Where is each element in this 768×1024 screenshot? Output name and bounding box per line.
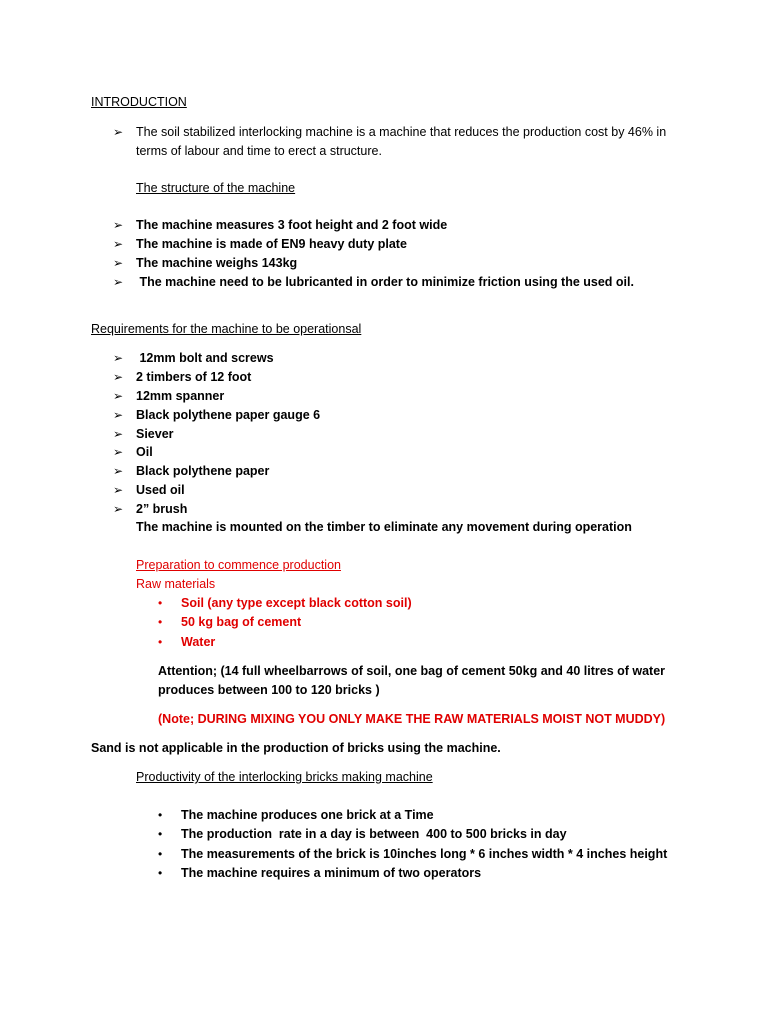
requirement-item: 2 timbers of 12 foot [136,370,252,384]
productivity-item: The production rate in a day is between 400 to 500 bricks in day [181,827,567,841]
structure-item: The machine measures 3 foot height and 2 foot wide [136,218,448,232]
productivity-item: The machine requires a minimum of two operators [181,866,482,880]
arrow-bullet-icon: ➢ [113,370,124,384]
structure-item: The machine weighs 143kg [136,256,298,270]
requirement-item: 2” brush [136,502,188,516]
productivity-item: The measurements of the brick is 10inches long * 6 inches width * 4 inches height [181,847,668,861]
preparation-heading: Preparation to commence production [136,558,341,572]
attention-line1: Attention; (14 full wheelbarrows of soil, one bag of cement 50kg and 40 litres of water [158,664,666,678]
requirement-item: 12mm spanner [136,389,225,403]
raw-material-item: Water [181,635,216,649]
requirement-item: Black polythene paper [136,464,270,478]
arrow-bullet-icon: ➢ [113,408,124,422]
round-bullet-icon: • [158,847,163,861]
arrow-bullet-icon: ➢ [113,483,124,497]
arrow-bullet-icon: ➢ [113,427,124,441]
intro-paragraph-line2: terms of labour and time to erect a structure. [136,144,382,158]
round-bullet-icon: • [158,615,163,629]
arrow-bullet-icon: ➢ [113,445,124,459]
productivity-heading: Productivity of the interlocking bricks making machine [136,770,433,784]
arrow-bullet-icon: ➢ [113,125,124,139]
requirements-heading: Requirements for the machine to be operationsal [91,322,362,336]
arrow-bullet-icon: ➢ [113,389,124,403]
round-bullet-icon: • [158,808,163,822]
requirement-item: Black polythene paper gauge 6 [136,408,321,422]
productivity-item: The machine produces one brick at a Time [181,808,434,822]
raw-material-item: Soil (any type except black cotton soil) [181,596,412,610]
mixing-note: (Note; DURING MIXING YOU ONLY MAKE THE RAW MATERIALS MOIST NOT MUDDY) [158,712,666,726]
requirement-item: Siever [136,427,174,441]
attention-line2: produces between 100 to 120 bricks ) [158,683,380,697]
arrow-bullet-icon: ➢ [113,256,124,270]
raw-materials-subheading: Raw materials [136,577,216,591]
structure-heading: The structure of the machine [136,181,296,195]
round-bullet-icon: • [158,635,163,649]
arrow-bullet-icon: ➢ [113,464,124,478]
arrow-bullet-icon: ➢ [113,502,124,516]
round-bullet-icon: • [158,866,163,880]
arrow-bullet-icon: ➢ [113,275,124,289]
sand-note: Sand is not applicable in the production of bricks using the machine. [91,741,501,755]
requirement-item: Used oil [136,483,185,497]
requirement-item: 12mm bolt and screws [136,351,274,365]
structure-item: The machine need to be lubricanted in order to minimize friction using the used oil. [136,275,634,289]
requirements-note: The machine is mounted on the timber to eliminate any movement during operation [136,520,632,534]
arrow-bullet-icon: ➢ [113,218,124,232]
arrow-bullet-icon: ➢ [113,351,124,365]
round-bullet-icon: • [158,596,163,610]
structure-item: The machine is made of EN9 heavy duty plate [136,237,407,251]
round-bullet-icon: • [158,827,163,841]
intro-heading: INTRODUCTION [91,95,187,109]
requirement-item: Oil [136,445,153,459]
arrow-bullet-icon: ➢ [113,237,124,251]
intro-paragraph-line1: The soil stabilized interlocking machine is a machine that reduces the production cost by 46% in [136,125,667,139]
raw-material-item: 50 kg bag of cement [181,615,302,629]
